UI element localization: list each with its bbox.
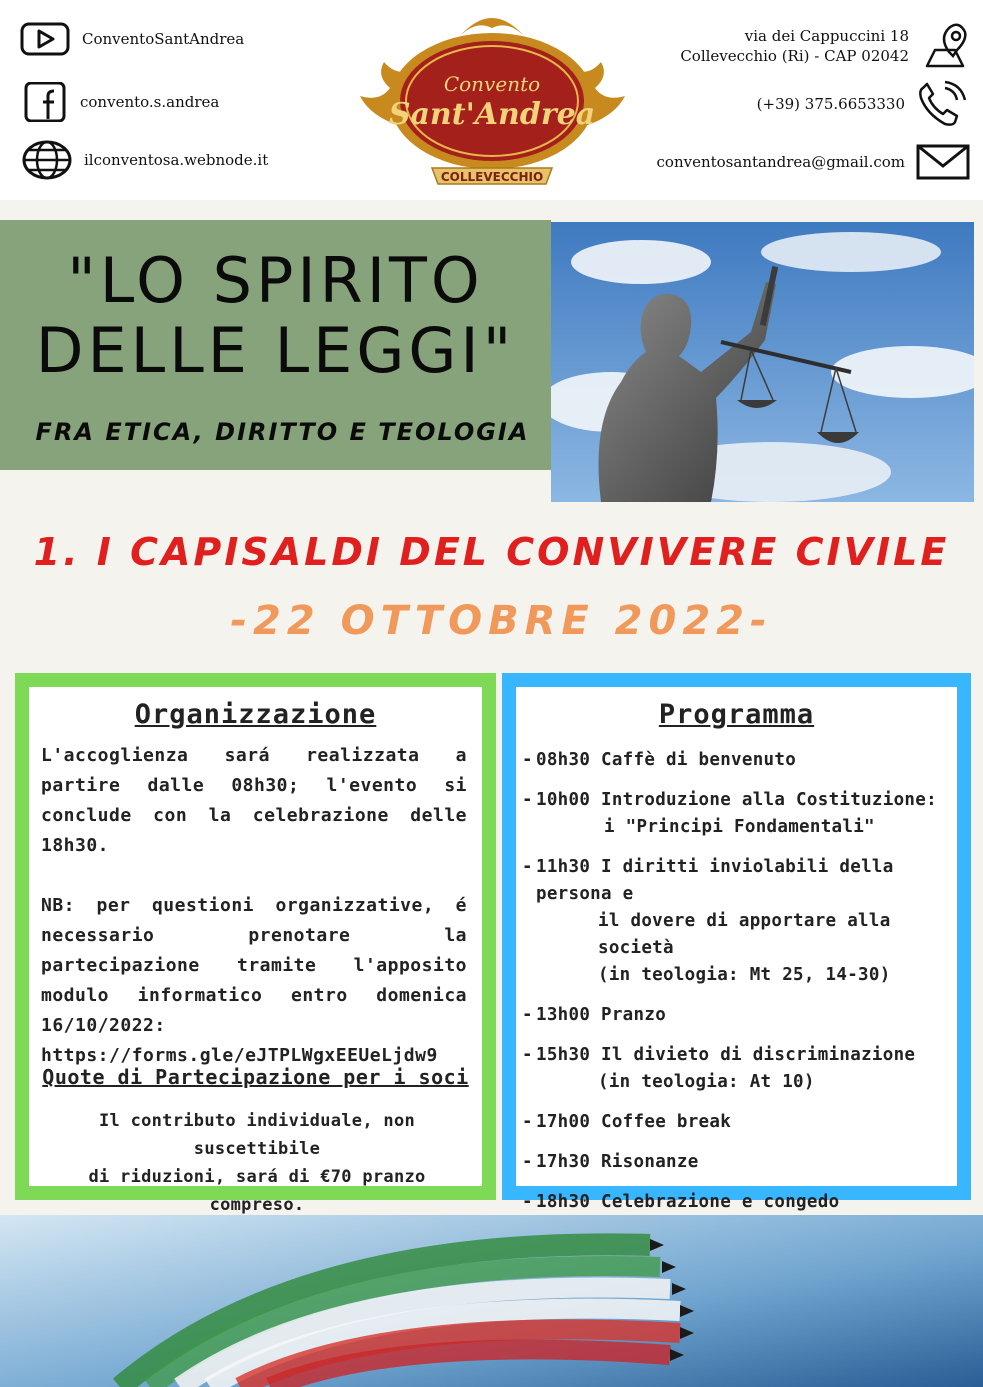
programma-item xyxy=(522,854,952,989)
quote-line-2: di riduzioni, sará di €70 pranzo compreso. xyxy=(88,1167,426,1215)
facebook-contact[interactable] xyxy=(22,82,219,122)
programma-item-continuation: (in teologia: Mt 25, 14-30) xyxy=(598,965,891,985)
main-title-line-2: DELLE LEGGI" xyxy=(35,314,516,387)
programma-item xyxy=(522,1189,952,1216)
programma-item xyxy=(522,1149,952,1176)
organizzazione-title: Organizzazione xyxy=(134,699,377,730)
organizzazione-body xyxy=(41,741,467,1071)
main-title-line-1: "LO SPIRITO xyxy=(67,244,484,317)
quote-line-1: Il contributo individuale, non suscettibile xyxy=(98,1111,416,1159)
svg-text:COLLEVECCHIO: COLLEVECCHIO xyxy=(440,170,544,184)
programma-item-text: 15h30 Il divieto di discriminazione xyxy=(536,1045,916,1065)
programma-item-text: 08h30 Caffè di benvenuto xyxy=(536,750,797,770)
programma-item-text: 11h30 I diritti inviolabili della persona e xyxy=(536,857,894,904)
programma-box xyxy=(502,673,971,1212)
address-line-2: Collevecchio (Ri) - CAP 02042 xyxy=(680,47,909,65)
list-bullet: - xyxy=(522,750,533,770)
programma-item xyxy=(522,1042,952,1096)
organizzazione-box xyxy=(15,673,496,1215)
programma-item-continuation: i "Principi Fondamentali" xyxy=(604,817,875,837)
programma-list xyxy=(522,747,952,1229)
event-heading: 1. I CAPISALDI DEL CONVIVERE CIVILE xyxy=(33,530,950,574)
website-contact[interactable] xyxy=(22,140,268,180)
programma-item-text: 18h30 Celebrazione e congedo xyxy=(536,1192,840,1212)
address-line-1: via dei Cappuccini 18 xyxy=(744,27,909,45)
list-bullet: - xyxy=(522,1152,533,1172)
title-band xyxy=(0,220,551,470)
phone-contact[interactable] xyxy=(757,80,971,128)
address xyxy=(680,26,909,66)
quote-title: Quote di Partecipazione per i soci xyxy=(42,1065,469,1089)
list-bullet: - xyxy=(522,1192,533,1212)
phone-number: (+39) 375.6653330 xyxy=(756,95,905,113)
programma-item xyxy=(522,787,952,841)
organizzazione-paragraph-1: L'accoglienza sará realizzata a partire dalle 08h30; l'evento si conclude con la celebrazione delle 18h30. xyxy=(41,745,467,856)
mail-icon xyxy=(915,142,971,182)
facebook-icon xyxy=(22,82,68,122)
programma-item-text: 10h00 Introduzione alla Costituzione: xyxy=(536,790,937,810)
convento-logo xyxy=(340,6,645,192)
website-url: ilconventosa.webnode.it xyxy=(84,151,269,169)
list-bullet: - xyxy=(522,1045,533,1065)
list-bullet: - xyxy=(522,857,533,877)
svg-text:Sant'Andrea: Sant'Andrea xyxy=(388,97,596,132)
programma-item-text: 13h00 Pranzo xyxy=(536,1005,667,1025)
youtube-icon xyxy=(20,22,70,56)
programma-item xyxy=(522,1109,952,1136)
email-contact[interactable] xyxy=(657,142,971,182)
programma-title: Programma xyxy=(658,699,815,730)
youtube-channel: ConventoSantAndrea xyxy=(82,30,245,48)
phone-icon xyxy=(915,80,971,128)
quote-body xyxy=(39,1107,475,1219)
email-address: conventosantandrea@gmail.com xyxy=(656,153,905,171)
programma-item xyxy=(522,747,952,774)
facebook-page: convento.s.andrea xyxy=(80,93,220,111)
header xyxy=(0,0,983,200)
map-pin-icon xyxy=(919,22,971,70)
organizzazione-paragraph-2 xyxy=(41,891,467,1071)
programma-item-text: 17h30 Risonanze xyxy=(536,1152,699,1172)
programma-item-continuation: il dovere di apportare alla società xyxy=(598,911,891,958)
globe-icon xyxy=(22,140,72,180)
event-date: -22 OTTOBRE 2022- xyxy=(230,598,773,644)
booking-form-link[interactable]: https://forms.gle/eJTPLWgxEEUeLjdw9 xyxy=(41,1045,438,1066)
youtube-contact[interactable] xyxy=(20,22,244,56)
programma-item-continuation: (in teologia: At 10) xyxy=(598,1072,815,1092)
programma-item-text: 17h00 Coffee break xyxy=(536,1112,732,1132)
justice-statue-photo xyxy=(551,222,974,502)
svg-text:Convento: Convento xyxy=(443,72,541,96)
subtitle: FRA ETICA, DIRITTO E TEOLOGIA xyxy=(35,418,530,446)
programma-item xyxy=(522,1002,952,1029)
booking-note: NB: per questioni organizzative, é necessario prenotare la partecipazione tramite l'apposito modulo informatico entro domenica 16/10/2022: xyxy=(41,895,467,1036)
main-title xyxy=(0,246,551,386)
frecce-tricolori-photo xyxy=(0,1215,983,1387)
list-bullet: - xyxy=(522,1112,533,1132)
address-contact[interactable] xyxy=(680,22,971,70)
list-bullet: - xyxy=(522,1005,533,1025)
list-bullet: - xyxy=(522,790,533,810)
